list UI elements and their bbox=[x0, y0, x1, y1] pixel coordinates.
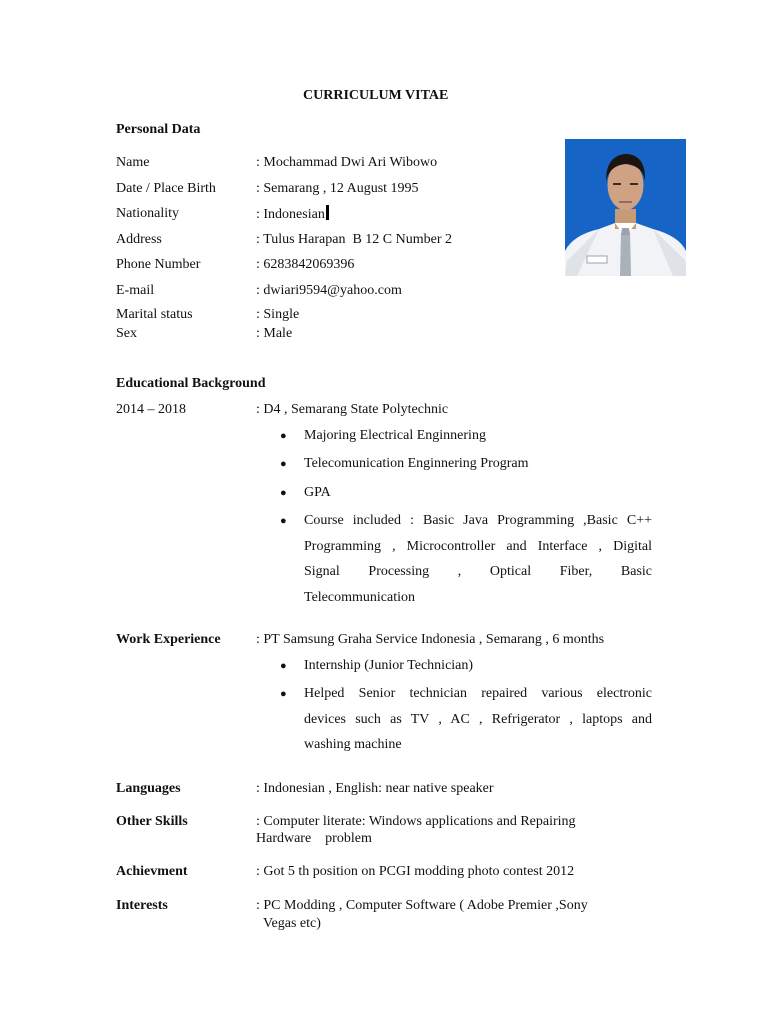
languages-heading: Languages bbox=[116, 781, 181, 796]
personal-value-nationality bbox=[256, 205, 329, 224]
nationality-text: : Indonesian bbox=[256, 207, 325, 222]
bullet-icon: ● bbox=[280, 660, 287, 672]
cv-title: CURRICULUM VITAE bbox=[303, 88, 449, 103]
work-heading: Work Experience bbox=[116, 632, 221, 647]
work-line: washing machine bbox=[304, 737, 402, 752]
work-line: devices such as TV , AC , Refrigerator , laptops and bbox=[304, 711, 652, 727]
courses-line: Telecommunication bbox=[304, 589, 415, 605]
education-period: 2014 – 2018 bbox=[116, 402, 186, 417]
education-value: : D4 , Semarang State Polytechnic bbox=[256, 402, 449, 417]
personal-label-nationality: Nationality bbox=[116, 206, 179, 221]
bullet-icon: ● bbox=[280, 688, 287, 700]
personal-label-phone: Phone Number bbox=[116, 257, 201, 272]
personal-label-birth: Date / Place Birth bbox=[116, 181, 216, 196]
personal-value-address: : Tulus Harapan B 12 C Number 2 bbox=[256, 232, 452, 247]
courses-line: Course included : Basic Java Programming ,Basic C++ bbox=[304, 513, 652, 528]
education-heading: Educational Background bbox=[116, 376, 266, 391]
courses-text bbox=[304, 508, 652, 610]
achievement-value: : Got 5 th position on PCGI modding photo contest 2012 bbox=[256, 864, 575, 879]
work-bullet-text: Internship (Junior Technician) bbox=[304, 658, 474, 673]
personal-data-heading: Personal Data bbox=[116, 122, 201, 137]
courses-line: Signal Processing , Optical Fiber, Basic bbox=[304, 564, 652, 579]
languages-value: : Indonesian , English: near native speaker bbox=[256, 781, 494, 796]
personal-label-sex: Sex bbox=[116, 326, 137, 341]
education-bullet-text: Telecomunication Enginnering Program bbox=[304, 456, 529, 471]
achievement-heading: Achievment bbox=[116, 864, 188, 879]
profile-photo-illustration bbox=[565, 139, 686, 276]
interests-value-line2: Vegas etc) bbox=[263, 916, 321, 931]
skills-value-line1: : Computer literate: Windows applications and Repairing bbox=[256, 814, 576, 829]
text-cursor bbox=[326, 205, 329, 220]
bullet-icon: ● bbox=[280, 515, 287, 527]
personal-label-email: E-mail bbox=[116, 283, 155, 298]
bullet-icon: ● bbox=[280, 487, 287, 499]
education-bullet-text: Majoring Electrical Enginnering bbox=[304, 428, 486, 443]
bullet-icon: ● bbox=[280, 430, 287, 442]
personal-value-phone: : 6283842069396 bbox=[256, 257, 355, 272]
interests-value-line1: : PC Modding , Computer Software ( Adobe Premier ,Sony bbox=[256, 898, 588, 913]
bullet-icon: ● bbox=[280, 458, 287, 470]
personal-value-sex: : Male bbox=[256, 326, 293, 341]
skills-heading: Other Skills bbox=[116, 814, 188, 829]
education-bullet-text: GPA bbox=[304, 485, 331, 500]
personal-value-name: : Mochammad Dwi Ari Wibowo bbox=[256, 155, 438, 170]
personal-label-name: Name bbox=[116, 155, 150, 170]
work-bullet-text bbox=[304, 681, 652, 758]
skills-value-line2: Hardware problem bbox=[256, 831, 372, 846]
personal-value-email: : dwiari9594@yahoo.com bbox=[256, 283, 402, 298]
courses-line: Programming , Microcontroller and Interface , Digital bbox=[304, 538, 652, 554]
work-line: Helped Senior technician repaired various electronic bbox=[304, 686, 652, 701]
personal-value-marital: : Single bbox=[256, 307, 300, 322]
personal-label-address: Address bbox=[116, 232, 162, 247]
interests-heading: Interests bbox=[116, 898, 168, 913]
personal-label-marital: Marital status bbox=[116, 307, 193, 322]
personal-value-birth: : Semarang , 12 August 1995 bbox=[256, 181, 419, 196]
work-value: : PT Samsung Graha Service Indonesia , Semarang , 6 months bbox=[256, 632, 605, 647]
profile-photo bbox=[565, 139, 686, 276]
